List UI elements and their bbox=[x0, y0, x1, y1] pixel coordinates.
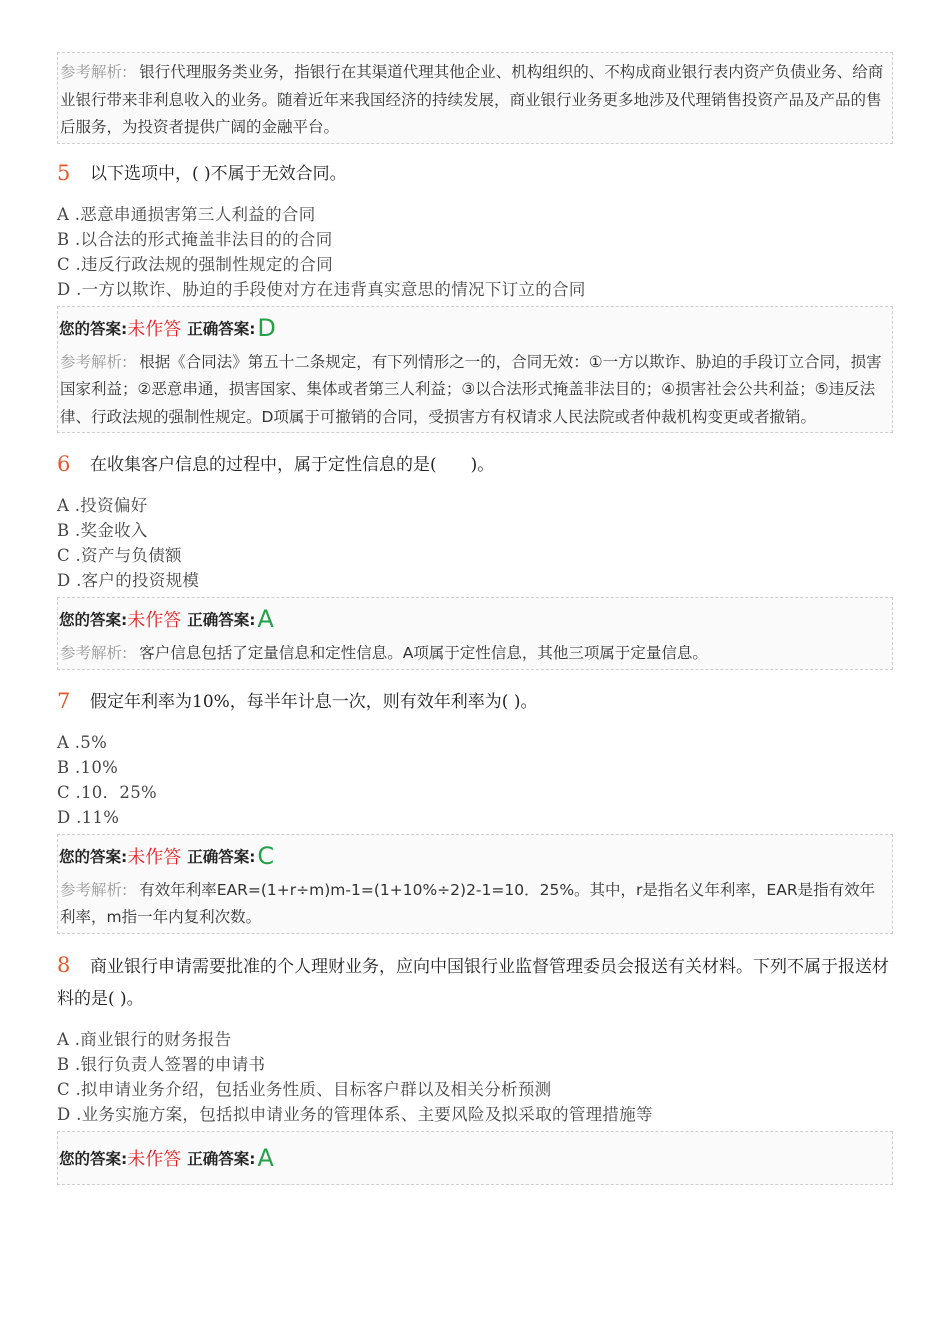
question-text: 在收集客户信息的过程中，属于定性信息的是( )。 bbox=[90, 455, 495, 475]
your-answer-value: 未作答 bbox=[127, 846, 182, 868]
option-a[interactable]: A .投资偏好 bbox=[57, 496, 148, 515]
option-c[interactable]: C .资产与负债额 bbox=[57, 546, 182, 565]
option-b[interactable]: B .奖金收入 bbox=[57, 521, 148, 540]
question-8 bbox=[57, 950, 893, 1015]
answer-row bbox=[58, 598, 892, 640]
options-list bbox=[57, 202, 893, 302]
option-a[interactable]: A .恶意串通损害第三人利益的合同 bbox=[57, 204, 316, 224]
correct-answer-value: A bbox=[257, 1143, 274, 1172]
option-c[interactable]: C .10．25% bbox=[57, 782, 157, 802]
question-number: 8 bbox=[57, 952, 71, 977]
option-c[interactable]: C .违反行政法规的强制性规定的合同 bbox=[57, 254, 334, 274]
correct-answer-value: A bbox=[257, 605, 274, 633]
your-answer-label: 您的答案: bbox=[59, 847, 128, 866]
your-answer-label: 您的答案: bbox=[59, 611, 128, 629]
answer-row bbox=[58, 835, 892, 877]
question-7 bbox=[57, 686, 893, 718]
question-number: 6 bbox=[57, 452, 71, 476]
correct-answer-label: 正确答案: bbox=[187, 319, 256, 338]
correct-answer-label: 正确答案: bbox=[187, 1149, 256, 1168]
answer-box bbox=[57, 306, 893, 434]
question-5 bbox=[57, 158, 893, 190]
options-list bbox=[57, 493, 893, 593]
analysis-text bbox=[58, 349, 892, 433]
option-b[interactable]: B .银行负责人签署的申请书 bbox=[57, 1054, 266, 1074]
analysis-box bbox=[57, 52, 893, 144]
correct-answer-label: 正确答案: bbox=[187, 611, 256, 629]
analysis-text bbox=[58, 640, 892, 669]
option-a[interactable]: A .商业银行的财务报告 bbox=[57, 1029, 232, 1049]
option-a[interactable]: A .5% bbox=[57, 732, 108, 752]
options-list bbox=[57, 730, 893, 830]
option-c[interactable]: C .拟申请业务介绍，包括业务性质、目标客户群以及相关分析预测 bbox=[57, 1079, 552, 1099]
option-d[interactable]: D .11% bbox=[57, 807, 120, 827]
options-list bbox=[57, 1027, 893, 1127]
correct-answer-value: D bbox=[257, 313, 276, 342]
answer-box bbox=[57, 1131, 893, 1185]
your-answer-value: 未作答 bbox=[127, 318, 182, 340]
question-text: 商业银行申请需要批准的个人理财业务，应向中国银行业监督管理委员会报送有关材料。下列不属于报送材料的是( )。 bbox=[57, 956, 889, 1009]
question-6 bbox=[57, 449, 893, 481]
option-b[interactable]: B .以合法的形式掩盖非法目的的合同 bbox=[57, 229, 333, 249]
question-number: 5 bbox=[57, 160, 71, 185]
answer-box bbox=[57, 597, 893, 670]
analysis-label: 参考解析: bbox=[60, 352, 128, 371]
option-d[interactable]: D .一方以欺诈、胁迫的手段使对方在违背真实意思的情况下订立的合同 bbox=[57, 279, 586, 299]
option-b[interactable]: B .10% bbox=[57, 757, 119, 777]
answer-box bbox=[57, 834, 893, 934]
analysis-text bbox=[58, 53, 892, 143]
your-answer-label: 您的答案: bbox=[59, 319, 128, 338]
question-number: 7 bbox=[57, 688, 71, 713]
analysis-label: 参考解析: bbox=[60, 644, 128, 662]
analysis-label: 参考解析: bbox=[60, 63, 128, 81]
your-answer-value: 未作答 bbox=[127, 1148, 182, 1170]
correct-answer-label: 正确答案: bbox=[187, 847, 256, 866]
question-text: 假定年利率为10%，每半年计息一次，则有效年利率为( )。 bbox=[90, 691, 538, 712]
option-d[interactable]: D .业务实施方案，包括拟申请业务的管理体系、主要风险及拟采取的管理措施等 bbox=[57, 1104, 653, 1124]
answer-row bbox=[58, 307, 892, 349]
analysis-content: 银行代理服务类业务，指银行在其渠道代理其他企业、机构组织的、不构成商业银行表内资产负债业务、给商业银行带来非利息收入的业务。随着近年来我国经济的持续发展，商业银行业务更多地涉及代理销售投资产品及产品的售后服务，为投资者提供广阔的金融平台。 bbox=[60, 63, 884, 136]
analysis-content: 根据《合同法》第五十二条规定，有下列情形之一的，合同无效：①一方以欺诈、胁迫的手段订立合同，损害国家利益；②恶意串通，损害国家、集体或者第三人利益；③以合法形式掩盖非法目的；④损害社会公共利益；⑤违反法律、行政法规的强制性规定。D项属于可撤销的合同，受损害方有权请求人民法院或者仲裁机构变更或者撤销。 bbox=[60, 352, 882, 426]
quiz-page bbox=[57, 52, 893, 1185]
answer-row bbox=[58, 1132, 892, 1184]
analysis-label: 参考解析: bbox=[60, 880, 128, 899]
analysis-text bbox=[58, 877, 892, 933]
option-d[interactable]: D .客户的投资规模 bbox=[57, 571, 200, 590]
analysis-content: 有效年利率EAR=(1+r÷m)m-1=(1+10%÷2)2-1=10．25%。其中，r是指名义年利率，EAR是指有效年利率，m指一年内复利次数。 bbox=[60, 880, 876, 926]
correct-answer-value: C bbox=[257, 841, 275, 870]
your-answer-value: 未作答 bbox=[127, 610, 182, 631]
your-answer-label: 您的答案: bbox=[59, 1149, 128, 1168]
question-text: 以下选项中，( )不属于无效合同。 bbox=[90, 163, 347, 184]
analysis-content: 客户信息包括了定量信息和定性信息。A项属于定性信息，其他三项属于定量信息。 bbox=[139, 644, 708, 662]
